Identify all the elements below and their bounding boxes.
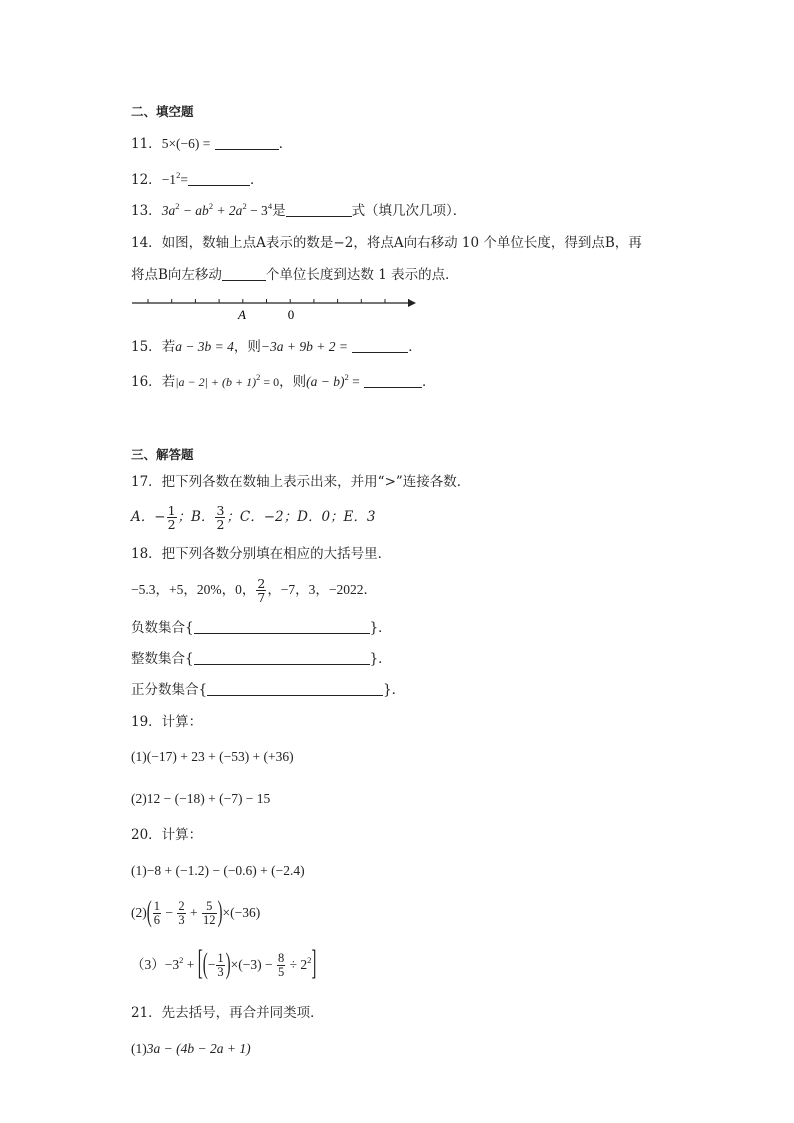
section-3-heading: 三、解答题 (131, 447, 194, 462)
q16-pre: 若 (161, 374, 176, 390)
q17-item-b-fraction (215, 504, 225, 531)
q18-set2-blank[interactable] (194, 651, 370, 665)
question-14-line-1 (131, 234, 642, 252)
q17-b-denominator: 2 (216, 517, 225, 532)
q18-set1-label: 负数集合{ (131, 620, 194, 636)
q20-part-3-close-paren: ) (225, 949, 231, 981)
q21-part-1 (131, 1040, 251, 1058)
q18-set3-label: 正分数集合{ (131, 682, 208, 698)
q20-part-3-frac-1 (216, 952, 224, 979)
q18-set2-label: 整数集合{ (131, 651, 194, 667)
q13-term-4-exp: 4 (267, 201, 273, 211)
question-17-stem: 17．把下列各数在数轴上表示出来，并用“>”连接各数． (131, 474, 471, 490)
q13-term-4: − 3 (246, 203, 268, 218)
q18-fraction (256, 577, 266, 604)
q15-end: ． (408, 339, 422, 355)
q13-term-1: 3a (161, 203, 176, 218)
origin-label: 0 (287, 307, 295, 322)
q20-part-3: $(3)-3^2$ + [(− $\frac{1}{3}$ )×(−3) − $\frac{8}{5}$ ÷ $2^2$] (131, 947, 316, 983)
q16-number: 16． (131, 374, 162, 390)
q18-denominator: 7 (257, 590, 266, 605)
q20-part-3-b: + (183, 957, 198, 972)
q18-set1-blank[interactable] (194, 620, 370, 634)
q14-answer-blank[interactable] (222, 267, 266, 281)
question-16 (131, 373, 436, 391)
q20-p3-f2-num: 8 (277, 951, 285, 966)
q20-part-2 (131, 896, 260, 930)
q20-part-3-frac-2 (277, 952, 285, 979)
q15-answer-blank[interactable] (352, 339, 408, 353)
q11-number: 11． (131, 136, 162, 152)
q17-item-a-label: A．− (131, 509, 166, 525)
q17-a-denominator: 2 (167, 517, 176, 532)
q12-end: ． (249, 172, 264, 188)
q17-item-a-fraction (167, 504, 177, 531)
q20-part-2-label: (2) (131, 905, 147, 920)
q13-term-2: − ab (179, 203, 209, 218)
q13-term-3-exp: 2 (242, 201, 247, 211)
q20-part-3-c: ×(−3) − (230, 957, 273, 972)
q21-part-1-label: (1) (131, 1041, 147, 1056)
q20-f3-den: 12 (203, 913, 216, 928)
q15-number: 15． (131, 339, 162, 355)
q16-exponent: 2 (256, 372, 261, 382)
q20-part-2-tail: ×(−36) (222, 905, 261, 920)
question-20-stem: 20．计算： (131, 827, 203, 843)
q20-part-2-op-1: − (165, 905, 173, 920)
q20-p3-f1-den: 3 (217, 965, 224, 980)
q12-base: −1 (161, 172, 177, 187)
q19-part-2-expression: 12 − (−18) + (−7) − 15 (146, 791, 271, 806)
q16-condition: = 0 (260, 375, 280, 389)
section-2-heading: 二、填空题 (131, 104, 194, 119)
q18-positive-fraction-set (131, 681, 405, 699)
q20-part-3-open-bracket: [ (197, 946, 203, 984)
q20-part-3-a: −3 (164, 957, 180, 972)
q20-f2-num: 2 (178, 899, 185, 914)
question-18-numbers (131, 575, 377, 605)
q20-part-1-expression: −8 + (−1.2) − (−0.6) + (−2.4) (146, 863, 305, 878)
q15-pre: 若 (161, 339, 176, 355)
q18-set3-close: }． (383, 682, 406, 698)
q20-part-2-op-2: + (190, 905, 198, 920)
q18-negative-set (131, 619, 392, 637)
q12-exponent: 2 (176, 170, 181, 180)
q12-equals: = (180, 172, 188, 187)
q16-answer-blank[interactable] (364, 374, 422, 388)
q17-a-numerator: 1 (167, 503, 176, 518)
q13-term-3: + 2a (213, 203, 243, 218)
q13-mid: 是 (272, 203, 286, 219)
q18-numbers-b: ，−7，3，−2022． (267, 582, 378, 597)
q18-set3-blank[interactable] (207, 682, 383, 696)
q19-part-2 (131, 790, 270, 808)
q14-text-1: 如图，数轴上点A表示的数是−2，将点A向右移动 10 个单位长度，得到点B，再 (161, 235, 642, 251)
q20-part-2-frac-2 (177, 900, 185, 927)
q15-mid: ，则 (233, 339, 261, 355)
question-19-stem: 19．计算： (131, 714, 203, 730)
question-13 (131, 202, 466, 220)
q11-expression: 5×(−6) = (161, 136, 211, 151)
question-12 (131, 171, 263, 189)
question-17-items (131, 502, 375, 532)
q20-part-3-open-paren: ( (202, 949, 208, 981)
q16-equals: = (348, 374, 360, 389)
q12-number: 12． (131, 172, 162, 188)
q13-tail: 式（填几次几项）． (351, 203, 467, 219)
q20-f1-num: 1 (153, 899, 160, 914)
q20-part-1-label: (1) (131, 863, 147, 878)
q20-part-3-a-exp: 2 (179, 955, 184, 965)
number-line-ticks (148, 299, 409, 303)
q16-expression-2: (a − b) (306, 374, 345, 389)
q20-part-3-label: （3） (131, 957, 165, 972)
q11-end: ． (278, 136, 293, 152)
q21-part-1-expression: 3a − (4b − 2a + 1) (146, 1041, 251, 1056)
q15-expression: −3a + 9b + 2 = (260, 339, 348, 354)
q14-text-2b: 个单位长度到达数 1 表示的点． (265, 267, 459, 283)
q20-part-3-close-bracket: ] (311, 946, 317, 984)
q18-integer-set (131, 650, 392, 668)
q20-part-2-close-paren: ) (217, 897, 223, 929)
q20-part-2-open-paren: ( (146, 897, 152, 929)
question-21-stem: 21．先去括号，再合并同类项． (131, 1005, 324, 1021)
q11-answer-blank[interactable] (215, 136, 279, 150)
q18-numbers-a: −5.3，+5，20%，0， (131, 582, 256, 597)
point-a-label: A (238, 307, 246, 322)
q19-part-1-expression: (−17) + 23 + (−53) + (+36) (146, 749, 294, 764)
question-15 (131, 338, 422, 356)
q20-part-3-d: ÷ 2 (289, 957, 308, 972)
q20-f2-den: 3 (178, 913, 185, 928)
question-18-stem: 18．把下列各数分别填在相应的大括号里． (131, 546, 392, 562)
q20-f1-den: 6 (153, 913, 160, 928)
q15-given: a − 3b = 4 (175, 339, 234, 354)
q17-item-b-label: ；B． (177, 509, 215, 525)
q20-part-2-frac-3 (202, 900, 217, 927)
q14-number-line (128, 290, 418, 324)
question-14-line-2 (131, 266, 459, 284)
q13-number: 13． (131, 203, 162, 219)
q20-p3-f1-num: 1 (217, 951, 224, 966)
q20-p3-f2-den: 5 (277, 965, 285, 980)
q17-items-rest: ；C．−2；D．0；E．3 (226, 509, 376, 525)
q14-number: 14． (131, 235, 162, 251)
q16-exponent-2: 2 (344, 372, 349, 382)
q13-answer-blank[interactable] (286, 203, 352, 217)
q20-f3-num: 5 (206, 899, 213, 914)
q20-part-2-frac-1 (153, 900, 161, 927)
q18-numerator: 2 (257, 576, 266, 591)
q19-part-1 (131, 748, 294, 766)
q12-answer-blank[interactable] (188, 172, 250, 186)
q16-mid: ，则 (279, 374, 307, 390)
q16-end: ． (422, 374, 436, 390)
q14-text-2a: 将点B向左移动 (131, 267, 222, 283)
q20-part-3-d-exp: 2 (307, 955, 312, 965)
q18-set2-close: }． (369, 651, 392, 667)
q13-term-1-exp: 2 (175, 201, 180, 211)
question-11 (131, 135, 292, 153)
q17-b-numerator: 3 (216, 503, 225, 518)
q16-expression: |a − 2| + (b + 1) (175, 375, 257, 389)
q13-term-2-exp: 2 (208, 201, 214, 211)
q18-set1-close: }． (369, 620, 392, 636)
q19-part-2-label: (2) (131, 791, 147, 806)
q20-part-1 (131, 862, 305, 880)
q19-part-1-label: (1) (131, 749, 147, 764)
